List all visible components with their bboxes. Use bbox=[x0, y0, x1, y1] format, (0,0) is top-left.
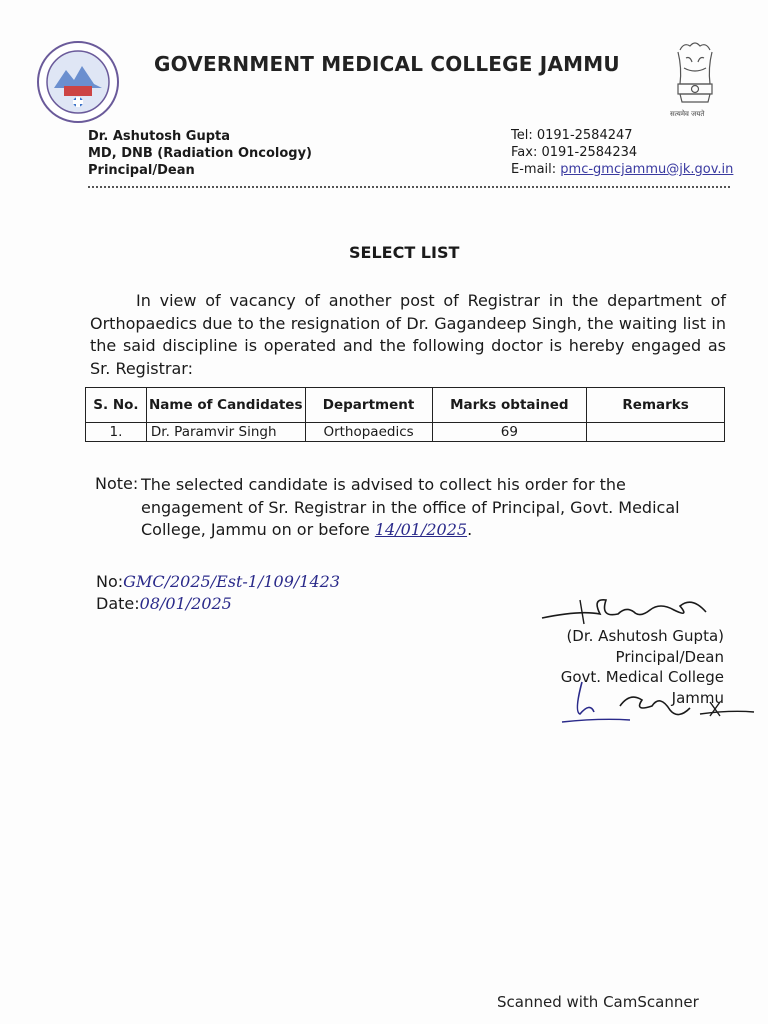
emblem-motto: सत्यमेव जयते bbox=[670, 110, 705, 118]
email-line bbox=[511, 161, 733, 178]
table-header-row bbox=[86, 388, 725, 423]
telephone: Tel: 0191-2584247 bbox=[511, 128, 633, 143]
email-link[interactable]: pmc-gmcjammu@jk.gov.in bbox=[560, 162, 734, 177]
signatory-designation: Principal/Dean bbox=[615, 647, 724, 666]
scanner-watermark: Scanned with CamScanner bbox=[497, 993, 699, 1011]
header-remarks: Remarks bbox=[587, 388, 725, 423]
cell-sno: 1. bbox=[86, 423, 147, 442]
note-end: . bbox=[467, 520, 473, 539]
note-text bbox=[141, 474, 727, 542]
national-emblem bbox=[664, 38, 726, 118]
initials-scribble bbox=[560, 672, 756, 728]
cell-name: Dr. Paramvir Singh bbox=[146, 423, 305, 442]
official-details bbox=[88, 128, 312, 179]
issue-date bbox=[96, 594, 232, 613]
cell-marks: 69 bbox=[432, 423, 587, 442]
cell-remarks bbox=[587, 423, 725, 442]
header-name: Name of Candidates bbox=[146, 388, 305, 423]
note-body: The selected candidate is advised to collect his order for the engagement of Sr. Registrar in the office of Principal, Govt. Medical College, Jammu on or before bbox=[141, 475, 680, 539]
no-handwritten: GMC/2025/Est-1/109/1423 bbox=[123, 572, 341, 591]
table-row bbox=[86, 423, 725, 442]
header-department: Department bbox=[305, 388, 432, 423]
fax: Fax: 0191-2584234 bbox=[511, 145, 638, 160]
signatory-city: Jammu bbox=[671, 688, 724, 707]
email-label: E-mail: bbox=[511, 162, 561, 177]
reference-number bbox=[96, 572, 340, 591]
college-logo bbox=[36, 40, 120, 124]
institution-title: GOVERNMENT MEDICAL COLLEGE JAMMU bbox=[154, 52, 620, 76]
official-name: Dr. Ashutosh Gupta bbox=[88, 129, 231, 144]
signatory-name: (Dr. Ashutosh Gupta) bbox=[566, 627, 724, 645]
header-sno: S. No. bbox=[86, 388, 147, 423]
header-divider bbox=[88, 186, 730, 188]
select-list-table bbox=[85, 387, 725, 442]
cell-department: Orthopaedics bbox=[305, 423, 432, 442]
document-title: SELECT LIST bbox=[349, 243, 460, 262]
date-label: Date: bbox=[96, 594, 140, 613]
contact-details bbox=[511, 127, 733, 178]
note-label: Note: bbox=[95, 474, 139, 493]
official-qualification: MD, DNB (Radiation Oncology) bbox=[88, 146, 312, 161]
no-label: No: bbox=[96, 572, 124, 591]
deadline-handwritten: 14/01/2025 bbox=[374, 520, 468, 539]
date-handwritten: 08/01/2025 bbox=[139, 594, 232, 613]
signatory-org: Govt. Medical College bbox=[560, 668, 724, 686]
body-paragraph: In view of vacancy of another post of Registrar in the department of Orthopaedics due to the resignation of Dr. Gagandeep Singh, the waiting list in the said discipline is operated and the following doctor is hereby engaged as Sr. Registrar: bbox=[90, 291, 726, 378]
official-designation: Principal/Dean bbox=[88, 163, 195, 178]
header-marks: Marks obtained bbox=[432, 388, 587, 423]
